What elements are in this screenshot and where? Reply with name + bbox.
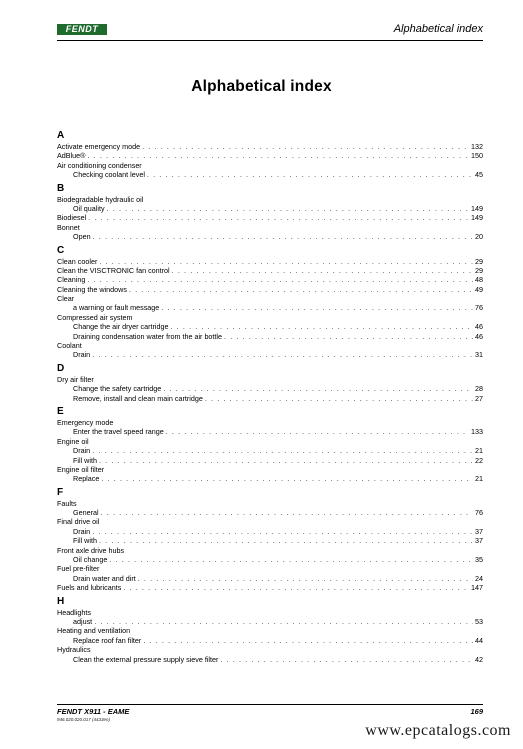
entry-page-number: 149	[471, 203, 483, 213]
entry-label: Dry air filter	[57, 374, 94, 384]
entry-label: Drain	[73, 526, 91, 536]
watermark: www.epcatalogs.com	[365, 722, 511, 739]
entry-label: Drain	[73, 446, 91, 456]
index-entry	[57, 257, 483, 266]
entry-label: Drain water and dirt	[73, 573, 136, 583]
header-title: Alphabetical index	[393, 23, 483, 35]
index-entry	[57, 626, 483, 635]
index-letter-heading: H	[57, 595, 65, 607]
index-entry	[57, 499, 483, 508]
index-subentry	[57, 427, 483, 436]
entry-label: Replace roof fan filter	[73, 635, 142, 645]
entry-label: Biodiesel	[57, 213, 87, 223]
entry-page-number: 22	[475, 455, 483, 465]
dot-leader	[99, 257, 473, 266]
dot-leader	[87, 151, 469, 160]
index-entry	[57, 142, 483, 151]
index-letter-heading: D	[57, 362, 65, 374]
dot-leader	[99, 536, 473, 545]
alphabetical-index	[57, 127, 483, 664]
index-subentry	[57, 617, 483, 626]
index-letter-heading: A	[57, 130, 65, 141]
index-subentry	[57, 303, 483, 312]
dot-leader	[143, 636, 473, 645]
entry-page-number: 31	[475, 350, 483, 360]
index-subentry	[57, 322, 483, 331]
entry-label: Emergency mode	[57, 417, 114, 427]
entry-label: Bonnet	[57, 222, 80, 232]
index-entry	[57, 583, 483, 592]
index-subentry	[57, 446, 483, 455]
entry-page-number: 37	[475, 536, 483, 546]
entry-page-number: 35	[475, 555, 483, 565]
index-subentry	[57, 555, 483, 564]
entry-label: Clean the VISCTRONIC fan control	[57, 265, 170, 275]
index-subentry	[57, 332, 483, 341]
dot-leader	[163, 384, 473, 393]
entry-label: Headlights	[57, 607, 91, 617]
index-subentry	[57, 232, 483, 241]
entry-page-number: 29	[475, 256, 483, 266]
entry-label: Cleaning	[57, 275, 86, 285]
page-header	[57, 21, 483, 39]
entry-label: adjust	[73, 617, 93, 626]
entry-label: General	[73, 508, 99, 518]
index-entry	[57, 151, 483, 160]
index-letter-heading: E	[57, 405, 64, 417]
dot-leader	[161, 303, 473, 312]
entry-label: Open	[73, 232, 91, 242]
index-entry	[57, 223, 483, 232]
index-entry	[57, 564, 483, 573]
entry-page-number: 150	[471, 151, 483, 161]
entry-page-number: 21	[475, 474, 483, 484]
footer-document-code: 946.020.020.017 (4433en)	[57, 717, 111, 722]
entry-page-number: 27	[475, 393, 483, 403]
index-entry	[57, 266, 483, 275]
entry-page-number: 46	[475, 331, 483, 341]
index-subentry	[57, 536, 483, 545]
dot-leader	[99, 456, 473, 465]
dot-leader	[107, 204, 469, 213]
footer-page-number: 169	[470, 707, 483, 716]
entry-label: Drain	[73, 350, 91, 360]
dot-leader	[123, 583, 469, 592]
entry-page-number: 28	[475, 384, 483, 394]
index-subentry	[57, 204, 483, 213]
header-divider	[57, 40, 483, 41]
entry-page-number: 37	[475, 526, 483, 536]
entry-page-number: 133	[471, 427, 483, 437]
entry-page-number: 53	[475, 617, 483, 626]
entry-label: Fuels and lubricants	[57, 583, 122, 593]
entry-page-number: 147	[471, 583, 483, 593]
dot-leader	[92, 446, 473, 455]
index-subentry	[57, 655, 483, 664]
dot-leader	[172, 266, 473, 275]
entry-label: Engine oil filter	[57, 464, 105, 474]
dot-leader	[109, 555, 473, 564]
entry-label: Compressed air system	[57, 312, 133, 322]
entry-label: Biodegradable hydraulic oil	[57, 194, 144, 204]
entry-label: Air conditioning condenser	[57, 160, 142, 170]
dot-leader	[93, 232, 473, 241]
dot-leader	[101, 508, 473, 517]
entry-page-number: 49	[475, 284, 483, 294]
entry-label: Front axle drive hubs	[57, 545, 125, 555]
entry-label: Oil quality	[73, 203, 105, 213]
index-entry	[57, 161, 483, 170]
index-subentry	[57, 636, 483, 645]
dot-leader	[92, 350, 473, 359]
entry-page-number: 76	[475, 508, 483, 518]
entry-label: Clear	[57, 294, 75, 304]
index-entry	[57, 341, 483, 350]
entry-page-number: 24	[475, 573, 483, 583]
index-entry	[57, 313, 483, 322]
entry-label: Enter the travel speed range	[73, 427, 164, 437]
entry-page-number: 46	[475, 322, 483, 332]
index-subentry	[57, 508, 483, 517]
index-entry	[57, 465, 483, 474]
dot-leader	[170, 322, 473, 331]
dot-leader	[142, 142, 469, 151]
entry-label: Change the safety cartridge	[73, 384, 162, 394]
index-entry	[57, 518, 483, 527]
index-entry	[57, 213, 483, 222]
entry-page-number: 21	[475, 446, 483, 456]
index-subentry	[57, 574, 483, 583]
index-entry	[57, 645, 483, 654]
index-entry	[57, 294, 483, 303]
index-entry	[57, 546, 483, 555]
entry-label: Change the air dryer cartridge	[73, 322, 169, 332]
index-letter-heading: B	[57, 182, 65, 194]
entry-page-number: 76	[475, 303, 483, 313]
entry-page-number: 42	[475, 654, 483, 664]
entry-page-number: 149	[471, 213, 483, 223]
entry-page-number: 48	[475, 275, 483, 285]
index-letter-heading: F	[57, 486, 64, 498]
dot-leader	[92, 527, 473, 536]
index-entry	[57, 375, 483, 384]
entry-page-number: 20	[475, 232, 483, 242]
index-entry	[57, 285, 483, 294]
dot-leader	[87, 275, 473, 284]
entry-page-number: 45	[475, 170, 483, 180]
page-title: Alphabetical index	[191, 78, 332, 95]
dot-leader	[147, 170, 473, 179]
footer-manual-title: FENDT X911 - EAME	[57, 707, 130, 716]
entry-label: Cleaning the windows	[57, 284, 127, 294]
entry-label: a warning or fault message	[73, 303, 160, 313]
entry-label: Fuel pre-filter	[57, 564, 100, 574]
index-entry	[57, 437, 483, 446]
dot-leader	[94, 617, 473, 626]
entry-label: Faults	[57, 498, 77, 508]
dot-leader	[129, 285, 473, 294]
entry-label: Clean the external pressure supply sieve filter	[73, 654, 219, 664]
entry-label: Clean cooler	[57, 256, 98, 266]
entry-label: Activate emergency mode	[57, 142, 141, 151]
entry-page-number: 44	[475, 635, 483, 645]
entry-label: Draining condensation water from the air bottle	[73, 331, 223, 341]
dot-leader	[101, 474, 473, 483]
dot-leader	[205, 394, 473, 403]
index-subentry	[57, 456, 483, 465]
entry-page-number: 29	[475, 265, 483, 275]
index-subentry	[57, 384, 483, 393]
index-subentry	[57, 170, 483, 179]
entry-page-number: 132	[471, 142, 483, 151]
fendt-logo: FENDT	[57, 24, 107, 35]
entry-label: Replace	[73, 474, 100, 484]
dot-leader	[220, 655, 473, 664]
index-entry	[57, 418, 483, 427]
entry-label: Hydraulics	[57, 645, 91, 655]
entry-label: Fill with	[73, 536, 97, 546]
entry-label: Heating and ventilation	[57, 626, 131, 636]
dot-leader	[88, 213, 469, 222]
index-entry	[57, 608, 483, 617]
entry-label: Engine oil	[57, 436, 89, 446]
dot-leader	[166, 427, 469, 436]
entry-label: Remove, install and clean main cartridge	[73, 393, 203, 403]
index-entry	[57, 195, 483, 204]
index-entry	[57, 275, 483, 284]
index-subentry	[57, 474, 483, 483]
index-letter-heading: C	[57, 244, 65, 256]
entry-label: Final drive oil	[57, 517, 100, 527]
footer-divider	[57, 704, 483, 705]
entry-label: Checking coolant level	[73, 170, 145, 180]
dot-leader	[224, 332, 473, 341]
index-subentry	[57, 527, 483, 536]
entry-label: Coolant	[57, 341, 82, 351]
index-subentry	[57, 350, 483, 359]
dot-leader	[138, 574, 473, 583]
entry-label: AdBlue®	[57, 151, 86, 161]
entry-label: Oil change	[73, 555, 108, 565]
entry-label: Fill with	[73, 455, 97, 465]
index-subentry	[57, 394, 483, 403]
